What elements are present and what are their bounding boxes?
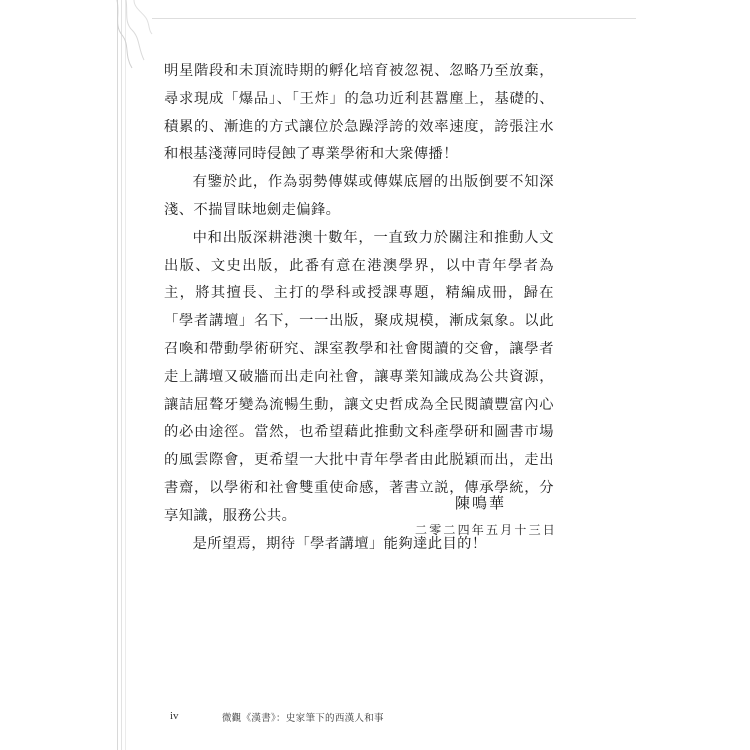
page-top-edge	[152, 18, 636, 19]
page-edge	[125, 0, 126, 750]
page-number: iv	[170, 710, 179, 722]
author-signature: 陳鳴華	[455, 494, 507, 512]
preface-body	[164, 58, 554, 558]
page-curl-decoration	[112, 0, 172, 70]
paragraph: 有鑒於此，作為弱勢傳媒或傳媒底層的出版倒要不知深淺、不揣冒昧地劍走偏鋒。	[164, 174, 554, 218]
paragraph: 中和出版深耕港澳十數年，一直致力於關注和推動人文出版、文史出版，此番有意在港澳學界，以中青年學者為主，將其擅長、主打的學科或授課專題，精編成冊，歸在「學者講壇」名下，一一出版，聚成規模，漸成氣象。以此召喚和帶動學術研究、課室教學和社會閱讀的交會，讓學者走上講壇又破牆而出走向社會，讓專業知識成為公共資源，讓詰屈聱牙變為流暢生動，讓文史哲成為全民閱讀豐富內心的必由途徑。當然，也希望藉此推動文科產學研和圖書市場的風雲際會，更希望一大批中青年學者由此脱穎而出，走出書齋，以學術和社會雙重使命感，著書立説，傳承學統，分享知識，服務公共。	[164, 229, 554, 524]
paragraph: 是所望焉，期待「學者講壇」能夠達此目的！	[192, 535, 487, 552]
paragraph-continued: 明星階段和未頂流時期的孵化培育被忽視、忽略乃至放棄，尋求現成「爆品」、「王炸」的急功近利甚囂塵上，基礎的、積累的、漸進的方式讓位於急躁浮誇的效率速度，誇張注水和根基淺薄同時侵蝕了專業學術和大衆傳播！	[164, 63, 554, 163]
signature-date: 二零二四年五月十三日	[415, 523, 558, 537]
page-edge	[117, 0, 118, 750]
running-footer-title: 微觀《漢書》：史家筆下的西漢人和事	[222, 713, 384, 724]
page-edge	[121, 0, 122, 750]
